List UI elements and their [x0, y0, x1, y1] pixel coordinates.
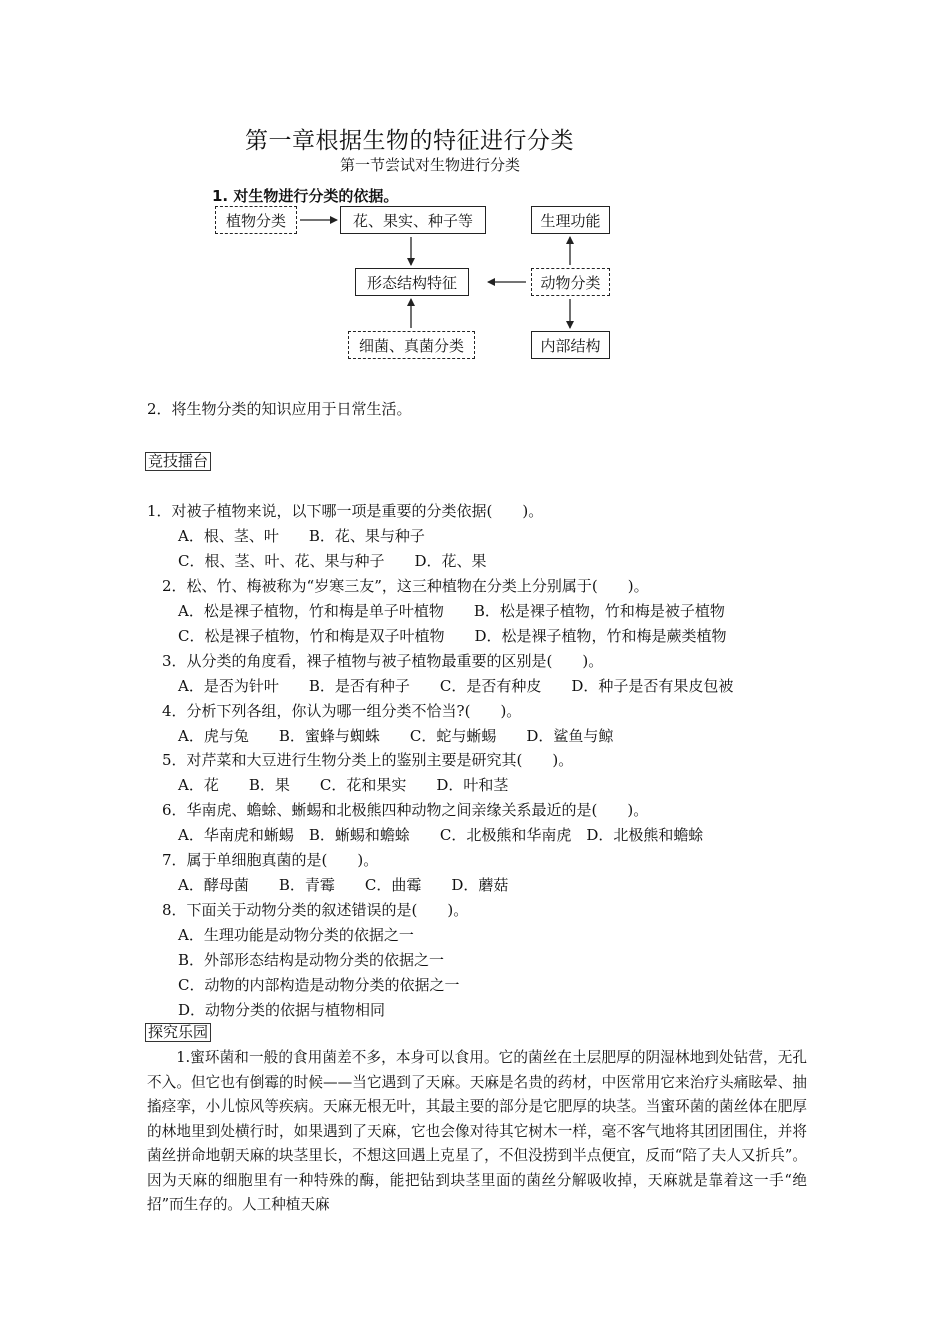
question-options: A．松是裸子植物，竹和梅是单子叶植物 B．松是裸子植物，竹和梅是被子植物: [178, 602, 725, 620]
question-options: A．根、茎、叶 B．花、果与种子: [178, 527, 425, 545]
question-stem: 5．对芹菜和大豆进行生物分类上的鉴别主要是研究其( )。: [162, 751, 574, 769]
question-options: B．外部形态结构是动物分类的依据之一: [178, 951, 445, 969]
question-stem: 1．对被子植物来说，以下哪一项是重要的分类依据( )。: [147, 502, 544, 520]
internal-structure-box: 内部结构: [531, 331, 610, 359]
flower-fruit-seed-box: 花、果实、种子等: [340, 206, 486, 234]
question-options: A．花 B．果 C．花和果实 D．叶和茎: [178, 776, 509, 794]
question-stem: 2．松、竹、梅被称为“岁寒三友”，这三种植物在分类上分别属于( )。: [162, 577, 649, 595]
question-options: A．是否为针叶 B．是否有种子 C．是否有种皮 D．种子是否有果皮包被: [178, 677, 734, 695]
animal-classification-box: 动物分类: [531, 268, 610, 296]
point-two: 2．将生物分类的知识应用于日常生活。: [147, 400, 412, 418]
question-stem: 4．分析下列各组，你认为哪一组分类不恰当?( )。: [162, 702, 522, 720]
section-label-exploration: 探究乐园: [145, 1023, 211, 1042]
passage-text: 1.蜜环菌和一般的食用菌差不多，本身可以食用。它的菌丝在土层肥厚的阴湿林地到处钻营，无孔不入。但它也有倒霉的时候——当它遇到了天麻。天麻是名贵的药材，中医常用它来治疗头痛眩晕、抽搐痉挛，小儿惊风等疾病。天麻无根无叶，其最主要的部分是它肥厚的块茎。当蜜环菌的菌丝体在肥厚的林地里到处横行时，如果遇到了天麻，它也会像对待其它树木一样，毫不客气地将其团团围住，并将菌丝拼命地朝天麻的块茎里长，不想这回遇上克星了，不但没捞到半点便宜，反而“陪了夫人又折兵”。因为天麻的细胞里有一种特殊的酶，能把钻到块茎里面的菌丝分解吸收掉，天麻就是靠着这一手“绝招”而生存的。人工种植天麻: [147, 1049, 807, 1213]
question-options: C．松是裸子植物，竹和梅是双子叶植物 D．松是裸子植物，竹和梅是蕨类植物: [178, 627, 727, 645]
question-stem: 3．从分类的角度看，裸子植物与被子植物最重要的区别是( )。: [162, 652, 604, 670]
question-options: A．生理功能是动物分类的依据之一: [178, 926, 414, 944]
page-subtitle: 第一节尝试对生物进行分类: [340, 156, 521, 174]
question-stem: 6．华南虎、蟾蜍、蜥蜴和北极熊四种动物之间亲缘关系最近的是( )。: [162, 801, 649, 819]
reading-passage: [147, 1046, 807, 1218]
bacteria-fungi-classification-box: 细菌、真菌分类: [348, 331, 475, 359]
diagram-arrows: [0, 0, 950, 400]
physiology-box: 生理功能: [531, 206, 610, 234]
question-stem: 8．下面关于动物分类的叙述错误的是( )。: [162, 901, 469, 919]
question-options: C．根、茎、叶、花、果与种子 D．花、果: [178, 552, 487, 570]
question-options: C．动物的内部构造是动物分类的依据之一: [178, 976, 460, 994]
morphology-box: 形态结构特征: [355, 268, 469, 296]
section-label-competition: 竞技擂台: [145, 452, 211, 471]
page-title: 第一章根据生物的特征进行分类: [245, 128, 574, 154]
question-options: A．酵母菌 B．青霉 C．曲霉 D．蘑菇: [178, 876, 509, 894]
plant-classification-box: 植物分类: [215, 206, 297, 234]
question-options: A．华南虎和蜥蜴 B．蜥蜴和蟾蜍 C．北极熊和华南虎 D．北极熊和蟾蜍: [178, 826, 704, 844]
question-stem: 7．属于单细胞真菌的是( )。: [162, 851, 379, 869]
question-options: A．虎与兔 B．蜜蜂与蜘蛛 C．蛇与蜥蜴 D．鲨鱼与鲸: [178, 727, 614, 745]
diagram-heading: 1. 对生物进行分类的依据。: [212, 187, 399, 205]
question-options: D．动物分类的依据与植物相同: [178, 1001, 386, 1019]
